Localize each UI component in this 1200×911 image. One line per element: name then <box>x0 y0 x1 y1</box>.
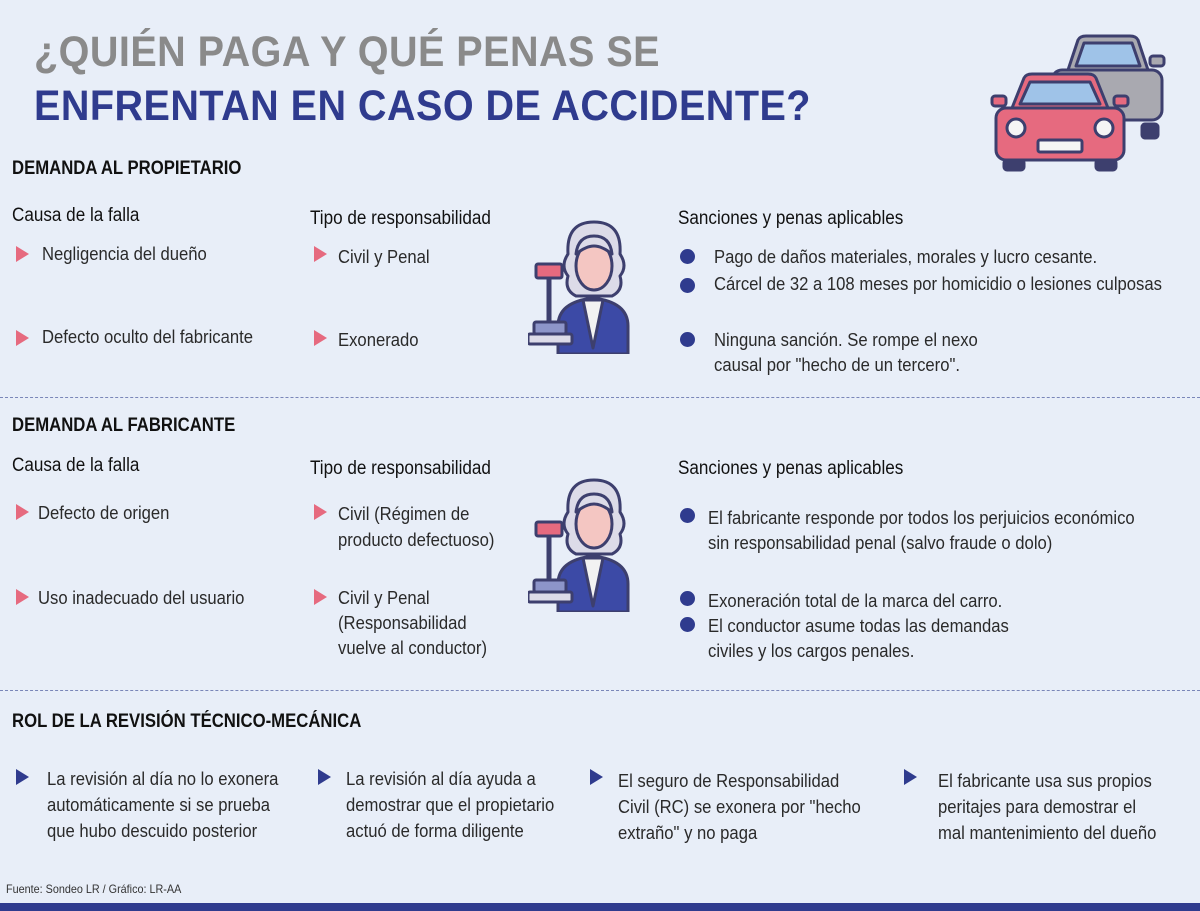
section-divider <box>0 397 1200 398</box>
cause-item: Defecto de origen <box>38 502 170 523</box>
section-heading-propietario: DEMANDA AL PROPIETARIO <box>12 158 242 179</box>
sanction-item: Exoneración total de la marca del carro. <box>708 590 1003 611</box>
type-item: Civil y Penal <box>338 246 430 267</box>
bottom-bar <box>0 903 1200 911</box>
type-item: Civil y Penal <box>338 587 430 608</box>
col-head-sanciones: Sanciones y penas aplicables <box>678 208 904 229</box>
type-item: vuelve al conductor) <box>338 637 488 658</box>
rol-item: extraño" y no paga <box>618 822 758 843</box>
source-footer: Fuente: Sondeo LR / Gráfico: LR-AA <box>6 882 182 896</box>
cause-item: Negligencia del dueño <box>42 243 207 264</box>
triangle-bullet-icon <box>16 504 29 520</box>
sanction-item: Pago de daños materiales, morales y lucro cesante. <box>714 246 1098 267</box>
type-item: Exonerado <box>338 329 419 350</box>
dot-bullet-icon <box>680 617 695 632</box>
section-heading-fabricante: DEMANDA AL FABRICANTE <box>12 415 236 436</box>
rol-item: La revisión al día no lo exonera <box>47 768 279 789</box>
type-item: producto defectuoso) <box>338 529 495 550</box>
dot-bullet-icon <box>680 332 695 347</box>
title-line-2: ENFRENTAN EN CASO DE ACCIDENTE? <box>34 82 811 130</box>
triangle-bullet-icon <box>16 330 29 346</box>
cause-item: Uso inadecuado del usuario <box>38 587 245 608</box>
rol-item: El fabricante usa sus propios <box>938 770 1152 791</box>
rol-item: La revisión al día ayuda a <box>346 768 536 789</box>
triangle-bullet-icon <box>314 330 327 346</box>
triangle-bullet-icon <box>16 769 29 785</box>
judge-icon <box>528 472 658 612</box>
rol-item: demostrar que el propietario <box>346 794 555 815</box>
sanction-item: civiles y los cargos penales. <box>708 640 915 661</box>
section-heading-rol: ROL DE LA REVISIÓN TÉCNICO-MECÁNICA <box>12 711 362 732</box>
sanction-item: causal por "hecho de un tercero". <box>714 354 960 375</box>
triangle-bullet-icon <box>318 769 331 785</box>
col-head-tipo: Tipo de responsabilidad <box>310 458 491 479</box>
rol-item: actuó de forma diligente <box>346 820 524 841</box>
triangle-bullet-icon <box>314 504 327 520</box>
triangle-bullet-icon <box>904 769 917 785</box>
triangle-bullet-icon <box>590 769 603 785</box>
triangle-bullet-icon <box>16 246 29 262</box>
cars-icon <box>990 28 1170 173</box>
rol-item: peritajes para demostrar el <box>938 796 1137 817</box>
title-line-1: ¿QUIÉN PAGA Y QUÉ PENAS SE <box>34 28 661 76</box>
sanction-item: El fabricante responde por todos los perjuicios económico <box>708 507 1135 528</box>
judge-icon <box>528 214 658 354</box>
col-head-tipo: Tipo de responsabilidad <box>310 208 491 229</box>
col-head-causa: Causa de la falla <box>12 205 140 226</box>
type-item: (Responsabilidad <box>338 612 467 633</box>
dot-bullet-icon <box>680 591 695 606</box>
rol-item: automáticamente si se prueba <box>47 794 271 815</box>
rol-item: El seguro de Responsabilidad <box>618 770 840 791</box>
triangle-bullet-icon <box>314 246 327 262</box>
dot-bullet-icon <box>680 249 695 264</box>
rol-item: que hubo descuido posterior <box>47 820 258 841</box>
sanction-item: Cárcel de 32 a 108 meses por homicidio o lesiones culposas <box>714 273 1162 294</box>
triangle-bullet-icon <box>16 589 29 605</box>
sanction-item: Ninguna sanción. Se rompe el nexo <box>714 329 978 350</box>
col-head-sanciones: Sanciones y penas aplicables <box>678 458 904 479</box>
sanction-item: sin responsabilidad penal (salvo fraude o dolo) <box>708 532 1053 553</box>
col-head-causa: Causa de la falla <box>12 455 140 476</box>
cause-item: Defecto oculto del fabricante <box>42 326 254 347</box>
section-divider <box>0 690 1200 691</box>
dot-bullet-icon <box>680 278 695 293</box>
sanction-item: El conductor asume todas las demandas <box>708 615 1009 636</box>
rol-item: mal mantenimiento del dueño <box>938 822 1157 843</box>
dot-bullet-icon <box>680 508 695 523</box>
type-item: Civil (Régimen de <box>338 503 470 524</box>
rol-item: Civil (RC) se exonera por "hecho <box>618 796 861 817</box>
triangle-bullet-icon <box>314 589 327 605</box>
